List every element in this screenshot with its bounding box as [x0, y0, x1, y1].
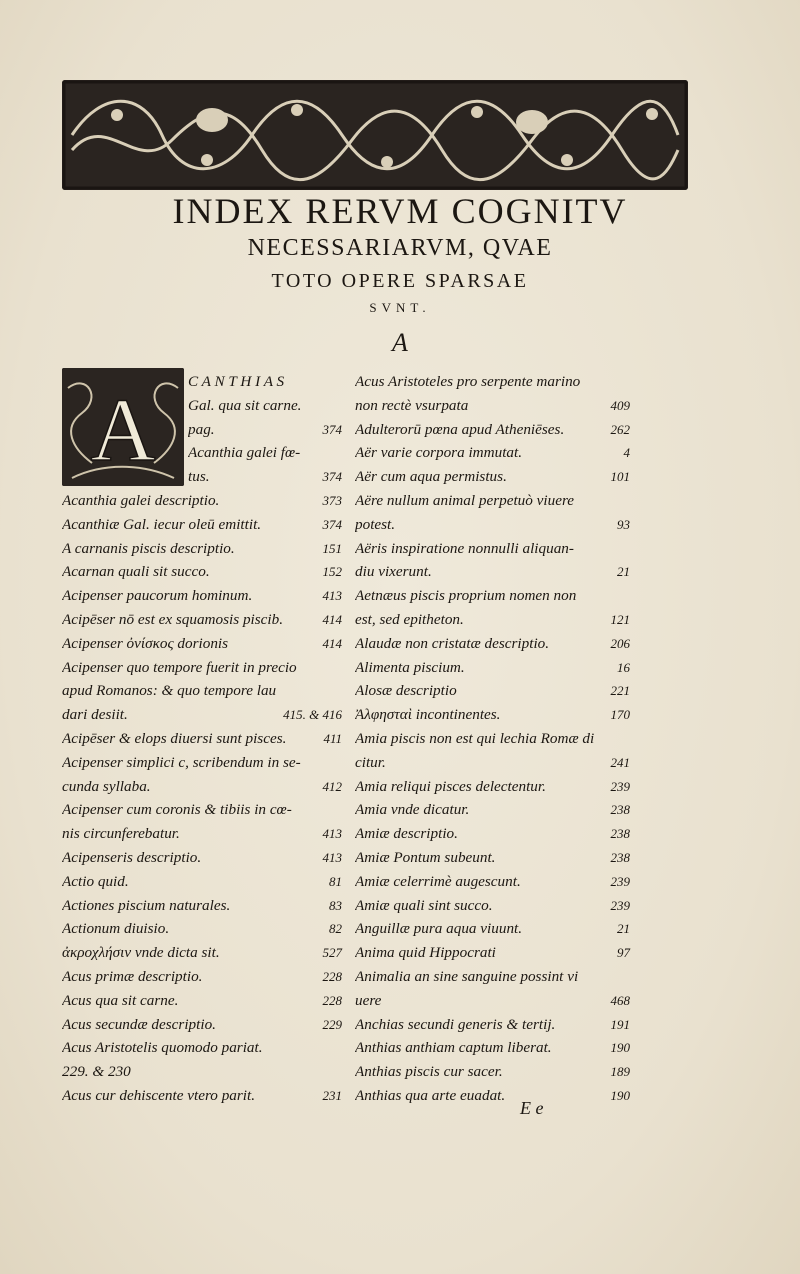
entry-page-number: 373: [322, 492, 342, 508]
entry-page-number: 374: [322, 469, 342, 485]
entry-page-number: 101: [610, 469, 630, 485]
entry-text: Acus Aristoteles pro serpente marino: [355, 373, 581, 390]
index-entry: [355, 513, 630, 537]
entry-page-number: 412: [322, 778, 342, 794]
index-title-line-1: INDEX RERVM COGNITV: [172, 191, 628, 231]
index-entry: [62, 537, 342, 561]
index-entry: [62, 941, 342, 965]
entry-page-number: 206: [610, 635, 630, 651]
entry-text: apud Romanos: & quo tempore lau: [62, 682, 277, 700]
index-entry: [355, 679, 630, 703]
index-entry: [355, 584, 630, 608]
index-entry: [355, 775, 630, 799]
entry-page-number: 21: [617, 921, 630, 937]
index-entry: [355, 917, 630, 941]
entry-page-number: 121: [610, 611, 630, 627]
entry-page-number: 190: [610, 1087, 630, 1103]
entry-page-number: 191: [610, 1016, 630, 1032]
entry-text: diu vixerunt.: [355, 563, 432, 581]
entry-text: Alimenta piscium.: [355, 658, 465, 676]
entry-page-number: 229: [322, 1016, 342, 1032]
entry-page-number: 527: [322, 945, 342, 961]
entry-page-number: 415. & 416: [283, 707, 342, 723]
entry-text: Acipenser paucorum hominum.: [62, 587, 253, 605]
entry-page-number: 374: [322, 516, 342, 532]
index-entry: [62, 703, 342, 727]
index-title-line-4: SVNT.: [369, 300, 431, 315]
entry-text: uere: [355, 991, 382, 1009]
entry-text: est, sed epitheton.: [355, 610, 464, 628]
index-entry: [355, 751, 630, 775]
entry-text: C A N T H I A S: [188, 373, 285, 390]
entry-text: Acanthia galei fœ-: [188, 444, 301, 462]
entry-text: Adulterorū pœna apud Atheniēses.: [355, 420, 565, 438]
entry-page-number: 93: [617, 516, 630, 532]
svg-text:A: A: [90, 381, 156, 480]
index-entry: [355, 846, 630, 870]
index-entry: [355, 870, 630, 894]
index-entry: [355, 418, 630, 442]
entry-text: Anthias piscis cur sacer.: [355, 1063, 503, 1081]
index-entry: [62, 1036, 342, 1060]
index-entry: [355, 989, 630, 1013]
index-entry: [62, 751, 342, 775]
entry-page-number: 239: [610, 778, 630, 794]
index-entry: [355, 941, 630, 965]
entry-page-number: 241: [610, 754, 630, 770]
entry-page-number: 374: [322, 421, 342, 437]
entry-page-number: 238: [610, 826, 630, 842]
entry-page-number: 413: [322, 849, 342, 865]
index-entry: [62, 917, 342, 941]
index-entry: [355, 1013, 630, 1037]
entry-text: Actiones piscium naturales.: [62, 896, 231, 914]
entry-text: Alosæ descriptio: [355, 682, 457, 700]
entry-page-number: 413: [322, 826, 342, 842]
index-entry: [355, 798, 630, 822]
entry-page-number: 411: [323, 730, 342, 746]
entry-text: Acus Aristotelis quomodo pariat.: [62, 1039, 263, 1057]
index-entry: [355, 703, 630, 727]
entry-text: Acanthiæ Gal. iecur oleū emittit.: [62, 515, 262, 533]
entry-text: Acus qua sit carne.: [62, 991, 179, 1009]
index-entry: [355, 489, 630, 513]
entry-page-number: 221: [610, 683, 630, 699]
index-entry: [62, 584, 342, 608]
index-title-line-2: NECESSARIARVM, QVAE: [247, 235, 553, 261]
entry-text: Gal. qua sit carne.: [188, 396, 302, 414]
entry-text: Amiæ Pontum subeunt.: [355, 848, 496, 866]
entry-page-number: 409: [610, 397, 630, 413]
index-entry: [355, 965, 630, 989]
entry-text: Aëris inspiratione nonnulli aliquan-: [355, 539, 574, 557]
entry-text: Amiæ quali sint succo.: [355, 896, 493, 914]
entry-text: Actio quid.: [62, 872, 129, 890]
entry-page-number: 238: [610, 802, 630, 818]
entry-text: Amia reliqui pisces delectentur.: [355, 777, 546, 795]
entry-text: Acus secundæ descriptio.: [62, 1015, 216, 1033]
index-entry: [62, 775, 342, 799]
entry-text: citur.: [355, 753, 386, 771]
entry-page-number: 16: [617, 659, 630, 675]
index-entry: [62, 441, 342, 465]
index-entry: [355, 656, 630, 680]
entry-page-number: 97: [617, 945, 630, 961]
entry-text: Aetnæus piscis proprium nomen non: [355, 587, 577, 605]
entry-text: Anima quid Hippocrati: [355, 944, 496, 962]
entry-text: Acarnan quali sit succo.: [62, 563, 210, 581]
entry-page-number: 228: [322, 992, 342, 1008]
index-entry: [62, 822, 342, 846]
entry-text: ἀκροχλήσιν vnde dicta sit.: [62, 944, 220, 962]
index-entry: [62, 870, 342, 894]
index-entry: [62, 989, 342, 1013]
index-entry: [62, 418, 342, 442]
entry-text: Anguillæ pura aqua viuunt.: [355, 920, 523, 938]
entry-page-number: 21: [617, 564, 630, 580]
entry-text: Anchias secundi generis & tertij.: [355, 1015, 556, 1033]
index-entry: [355, 465, 630, 489]
entry-page-number: 83: [329, 897, 342, 913]
entry-page-number: 239: [610, 897, 630, 913]
entry-page-number: 239: [610, 873, 630, 889]
entry-text: Acipēser & elops diuersi sunt pisces.: [62, 729, 287, 747]
index-entry: [62, 632, 342, 656]
entry-page-number: 151: [322, 540, 342, 556]
entry-text: Acipenseris descriptio.: [62, 848, 202, 866]
entry-page-number: 238: [610, 849, 630, 865]
index-entry: [62, 513, 342, 537]
entry-page-number: 152: [322, 564, 342, 580]
ornamental-banner: [62, 80, 688, 190]
entry-page-number: 82: [329, 921, 342, 937]
index-entry: [355, 894, 630, 918]
entry-text: Acus primæ descriptio.: [62, 967, 203, 985]
index-entry: [355, 394, 630, 418]
entry-page-number: 414: [322, 635, 342, 651]
entry-text: pag.: [188, 420, 215, 438]
entry-text: Amia piscis non est qui lechia Romæ di: [355, 729, 595, 747]
entry-page-number: 414: [322, 611, 342, 627]
entry-text: Anthias qua arte euadat.: [355, 1086, 506, 1104]
index-entry: [62, 894, 342, 918]
index-entry: [62, 656, 342, 680]
entry-page-number: 231: [322, 1087, 342, 1103]
index-entry: [355, 370, 630, 394]
index-entry: [62, 489, 342, 513]
index-entry: [62, 465, 342, 489]
index-entry: [355, 608, 630, 632]
entry-text: Amia vnde dicatur.: [355, 801, 470, 819]
right-index-column: [355, 370, 630, 1108]
entry-text: cunda syllaba.: [62, 777, 151, 795]
index-entry: [62, 727, 342, 751]
entry-page-number: 228: [322, 968, 342, 984]
entry-page-number: 468: [610, 992, 630, 1008]
entry-text: Amiæ descriptio.: [355, 825, 458, 843]
index-entry: [355, 632, 630, 656]
entry-text: Acipenser quo tempore fuerit in precio: [62, 658, 297, 676]
entry-text: Actionum diuisio.: [62, 920, 170, 938]
entry-text: Acus cur dehiscente vtero parit.: [62, 1086, 256, 1104]
index-entry: [62, 846, 342, 870]
index-entry: [355, 560, 630, 584]
entry-page-number: 190: [610, 1040, 630, 1056]
left-index-column: [62, 370, 342, 1108]
index-entry: [62, 370, 342, 394]
index-entry: [355, 1036, 630, 1060]
entry-text: Acipenser cum coronis & tibiis in cœ-: [62, 801, 292, 819]
entry-text: Ἀλφησταὶ incontinentes.: [355, 706, 501, 724]
index-entry: [62, 679, 342, 703]
entry-page-number: 262: [610, 421, 630, 437]
entry-text: tus.: [188, 468, 210, 486]
entry-text: Anthias anthiam captum liberat.: [355, 1039, 552, 1057]
index-entry: [355, 822, 630, 846]
entry-text: Acanthia galei descriptio.: [62, 491, 220, 509]
entry-text: Amiæ celerrimè augescunt.: [355, 872, 521, 890]
index-entry: [62, 965, 342, 989]
entry-text: Aër varie corpora immutat.: [355, 444, 523, 462]
entry-text: Animalia an sine sanguine possint vi: [355, 967, 579, 985]
entry-page-number: 81: [329, 873, 342, 889]
index-title-line-3: TOTO OPERE SPARSAE: [271, 270, 529, 292]
index-entry: [62, 1084, 342, 1108]
index-entry: [62, 1060, 342, 1084]
index-entry: [62, 608, 342, 632]
index-entry: [355, 1060, 630, 1084]
section-letter: A: [392, 328, 408, 357]
entry-page-number: 189: [610, 1064, 630, 1080]
entry-text: Aëre nullum animal perpetuò viuere: [355, 491, 575, 509]
entry-text: Acipenser ὀνίσκος dorionis: [62, 634, 229, 652]
entry-text: Alaudæ non cristatæ descriptio.: [355, 634, 550, 652]
entry-text: nis circunferebatur.: [62, 825, 180, 843]
catchword: E e: [520, 1098, 544, 1118]
index-entry: [355, 441, 630, 465]
entry-text: Acipēser nō est ex squamosis piscib.: [62, 610, 284, 628]
entry-page-number: 170: [610, 707, 630, 723]
entry-page-number: 413: [322, 588, 342, 604]
entry-text: potest.: [355, 515, 396, 533]
entry-page-number: 4: [623, 445, 630, 461]
index-entry: [62, 1013, 342, 1037]
index-entry: [355, 1084, 630, 1108]
entry-text: dari desiit.: [62, 706, 128, 724]
entry-text: non rectè vsurpata: [355, 396, 469, 414]
index-entry: [62, 394, 342, 418]
entry-text: Acipenser simplici c, scribendum in se-: [62, 753, 301, 771]
index-entry: [62, 560, 342, 584]
entry-text: 229. & 230: [62, 1063, 131, 1081]
index-entry: [355, 727, 630, 751]
entry-text: Aër cum aqua permistus.: [355, 468, 507, 486]
index-entry: [62, 798, 342, 822]
index-entry: [355, 537, 630, 561]
entry-text: A carnanis piscis descriptio.: [62, 539, 235, 557]
